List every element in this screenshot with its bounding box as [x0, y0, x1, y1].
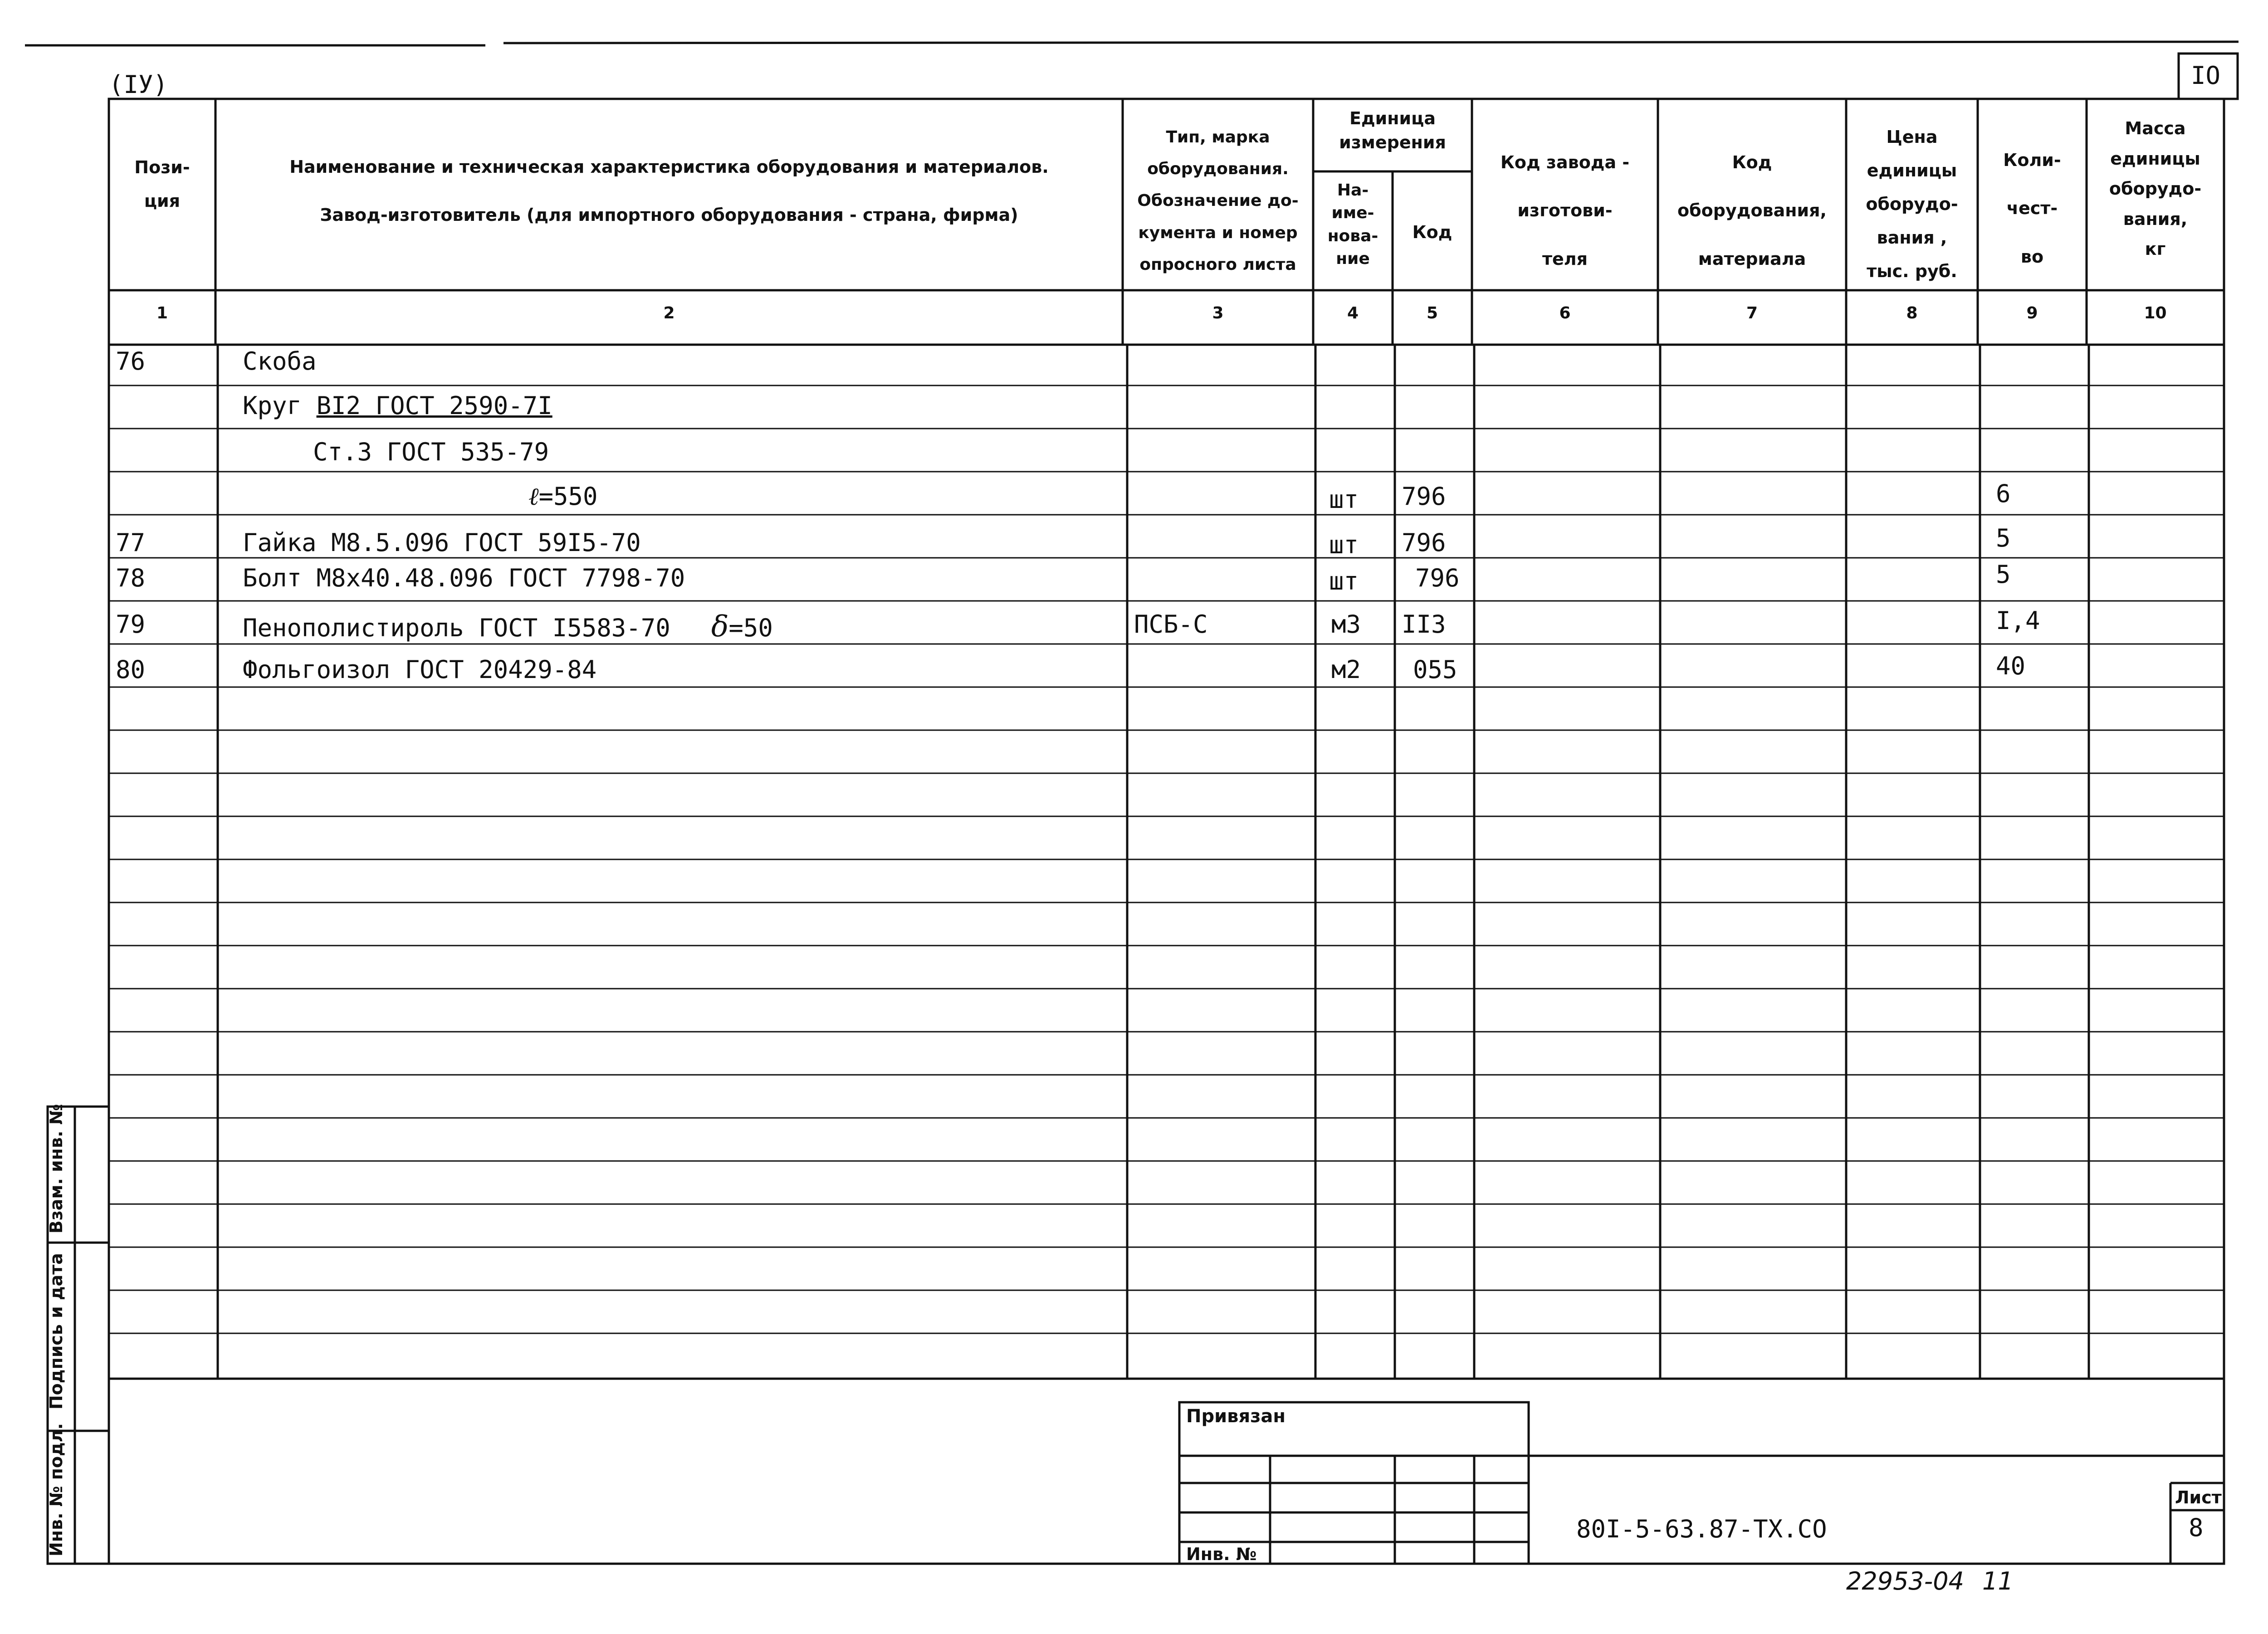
name-suffix: =50: [728, 614, 773, 642]
cell-unit-code: 796: [1402, 528, 1446, 557]
header-unit-name: На- име- нова- ние: [1327, 181, 1378, 268]
cell-unit: м2: [1331, 655, 1361, 684]
stamp-label: Привязан: [1186, 1406, 1286, 1427]
cell-quantity: 40: [1996, 652, 2026, 680]
cell-unit-code: 796: [1402, 482, 1446, 511]
column-number: 9: [2026, 304, 2038, 322]
column-number: 7: [1746, 304, 1758, 322]
cell-position: 76: [116, 347, 146, 376]
cell-unit: шт: [1329, 531, 1359, 559]
cell-unit: шт: [1329, 567, 1359, 595]
sheet-label: Лист: [2175, 1488, 2222, 1507]
cell-quantity: 5: [1996, 560, 2011, 589]
cell-unit-code: 796: [1415, 564, 1460, 592]
thickness-symbol: δ: [711, 610, 729, 644]
column-number: 1: [156, 304, 168, 322]
cell-name: Гайка М8.5.096 ГОСТ 59I5-70: [243, 528, 641, 557]
cell-unit: м3: [1331, 610, 1361, 639]
cell-name: Болт М8х40.48.096 ГОСТ 7798-70: [243, 564, 685, 592]
cell-name: [243, 610, 773, 644]
document-code: 80I-5-63.87-TX.CO: [1576, 1515, 1827, 1543]
cell-quantity: I,4: [1996, 606, 2040, 635]
header-position: Пози- ция: [134, 157, 190, 211]
header-type: Тип, марка оборудования. Обозначение до- кумента и номер опросного листа: [1137, 128, 1299, 274]
column-number: 2: [663, 304, 675, 322]
header-price: Цена единицы оборудо- вания , тыс. руб.: [1866, 127, 1958, 282]
header-unit-code: Код: [1412, 222, 1452, 242]
archive-suffix: 11: [1982, 1567, 2014, 1595]
header-equipment-code: Код оборудования, материала: [1677, 152, 1827, 269]
name-text: Круг: [243, 391, 317, 420]
header-quantity: Коли- чест- во: [2003, 150, 2061, 267]
header-mass: Масса единицы оборудо- вания, кг: [2109, 118, 2202, 259]
cell-quantity: 5: [1996, 524, 2011, 552]
length-symbol: ℓ: [528, 482, 539, 511]
name-text: Пенополистироль ГОСТ I5583-70: [243, 614, 670, 642]
column-number: 5: [1426, 304, 1438, 322]
column-number: 3: [1212, 304, 1224, 322]
inv-label: Инв. №: [1186, 1544, 1257, 1564]
column-number: 6: [1559, 304, 1571, 322]
side-label-inv-podl: Инв. № подл.: [46, 1423, 66, 1556]
cell-name: Ст.3 ГОСТ 535-79: [313, 438, 549, 466]
cell-position: 78: [116, 564, 146, 592]
column-number: 8: [1906, 304, 1918, 322]
cell-position: 79: [116, 610, 146, 639]
corner-number: IO: [2191, 61, 2221, 90]
column-number: 10: [2144, 304, 2167, 322]
side-label-signature-date: Подпись и дата: [46, 1253, 66, 1410]
archive-number: [1846, 1569, 2014, 1594]
cell-position: 80: [116, 655, 146, 684]
cell-name: Фольгоизол ГОСТ 20429-84: [243, 655, 597, 684]
side-label-vzam-inv: Взам. инв. №: [46, 1104, 66, 1234]
header-name: Наименование и техническая характеристика оборудования и материалов. Завод-изготовитель (для импортного оборудования - страна, фирма): [289, 157, 1049, 225]
header-unit-group: Единица измерения: [1339, 108, 1446, 153]
cell-name: Скоба: [243, 347, 317, 376]
cell-unit-code: II3: [1402, 610, 1446, 639]
archive-number-text: 22953-04: [1846, 1567, 1964, 1595]
name-underlined: BI2 ГОСТ 2590-7I: [316, 391, 552, 420]
sheet-number: 8: [2189, 1513, 2204, 1542]
cell-unit: шт: [1329, 485, 1359, 514]
section-number: (IУ): [109, 70, 168, 99]
name-text: =550: [538, 482, 598, 511]
cell-quantity: 6: [1996, 479, 2011, 508]
cell-unit-code: 055: [1413, 655, 1457, 684]
cell-name: [528, 484, 598, 509]
cell-name: [243, 391, 552, 420]
column-number: 4: [1347, 304, 1359, 322]
header-factory-code: Код завода - изготови- теля: [1500, 152, 1630, 269]
cell-position: 77: [116, 528, 146, 557]
cell-type: ПСБ-С: [1134, 610, 1208, 639]
